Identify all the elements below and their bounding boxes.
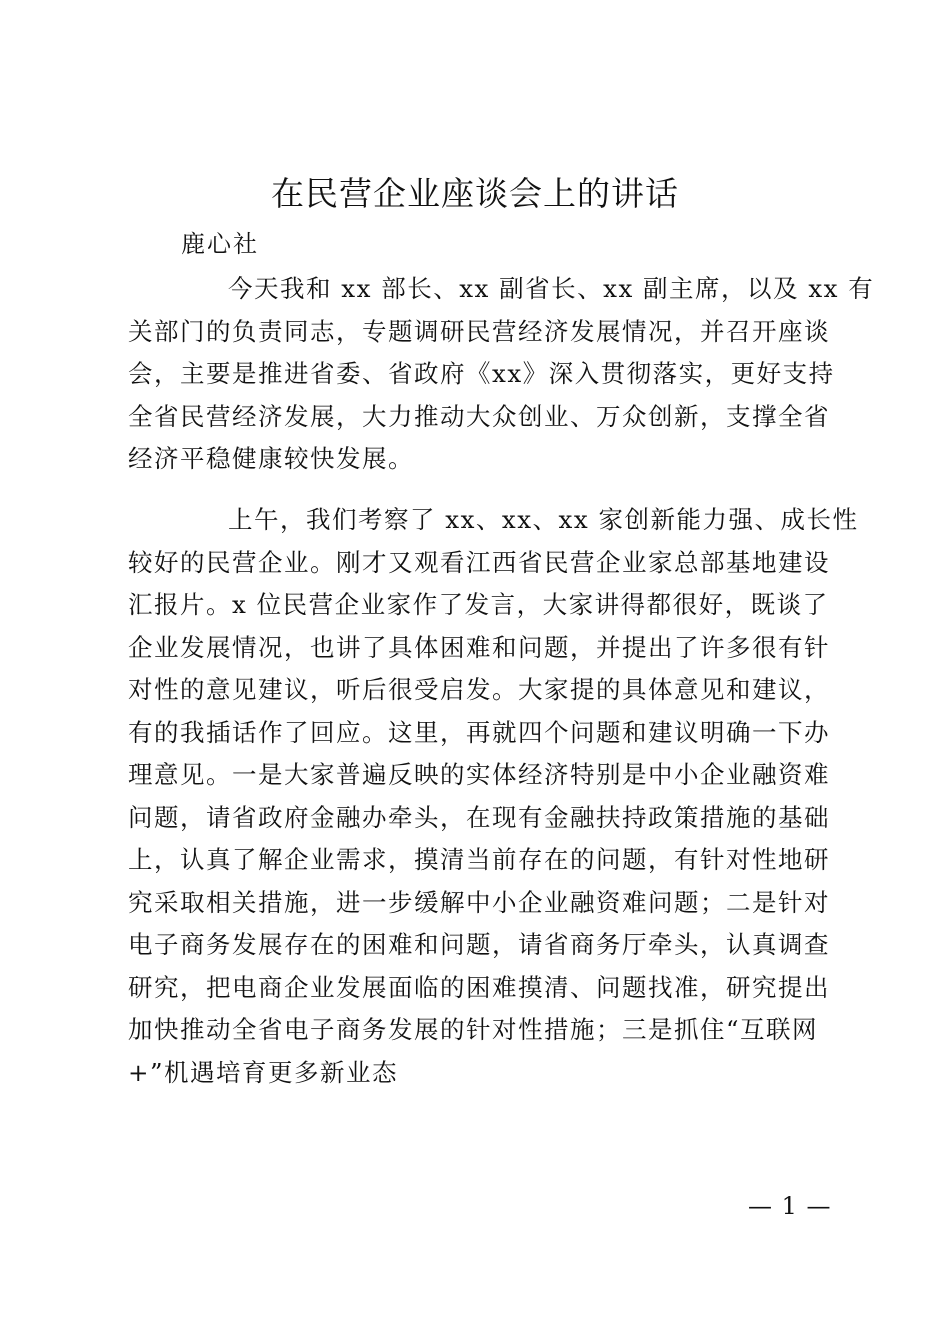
paragraph-line: 全省民营经济发展，大力推动大众创业、万众创新，支撑全省 xyxy=(128,401,830,431)
paragraph-line: 企业发展情况，也讲了具体困难和问题，并提出了许多很有针 xyxy=(128,632,830,662)
paragraph-line: 上，认真了解企业需求，摸清当前存在的问题，有针对性地研 xyxy=(128,845,830,874)
paragraph-line: 问题，请省政府金融办牵头，在现有金融扶持政策措施的基础 xyxy=(128,802,830,832)
document-title: 在民营企业座谈会上的讲话 xyxy=(271,174,679,213)
paragraph-line: 有的我插话作了回应。这里，再就四个问题和建议明确一下办 xyxy=(128,717,830,747)
paragraph-2 xyxy=(128,499,859,1094)
paragraph-line: 较好的民营企业。刚才又观看江西省民营企业家总部基地建设 xyxy=(128,547,830,577)
paragraph-line: 研究，把电商企业发展面临的困难摸清、问题找准，研究提出 xyxy=(128,972,830,1002)
paragraph-line: 今天我和 xx 部长、xx 副省长、xx 副主席，以及 xx 有 xyxy=(228,274,875,303)
paragraph-line: 电子商务发展存在的困难和问题，请省商务厅牵头，认真调查 xyxy=(128,930,830,959)
paragraph-line: 会，主要是推进省委、省政府《xx》深入贯彻落实，更好支持 xyxy=(128,359,835,388)
paragraph-line: 究采取相关措施，进一步缓解中小企业融资难问题；二是针对 xyxy=(128,887,830,917)
paragraph-line: 经济平稳健康较快发展。 xyxy=(128,444,414,473)
paragraph-line: 加快推动全省电子商务发展的针对性措施；三是抓住“互联网 xyxy=(128,1015,819,1044)
paragraph-line: 汇报片。x 位民营企业家作了发言，大家讲得都很好，既谈了 xyxy=(128,590,829,619)
paragraph-line: 理意见。一是大家普遍反映的实体经济特别是中小企业融资难 xyxy=(128,760,830,789)
paragraph-line: 对性的意见建议，听后很受启发。大家提的具体意见和建议， xyxy=(128,675,830,704)
paragraph-line: 上午，我们考察了 xx、xx、xx 家创新能力强、成长性 xyxy=(228,505,859,534)
paragraph-1 xyxy=(128,268,875,481)
paragraph-line: 关部门的负责同志，专题调研民营经济发展情况，并召开座谈 xyxy=(128,316,830,346)
author-name: 鹿心社 xyxy=(181,230,259,258)
page-number: — 1 — xyxy=(748,1192,832,1220)
paragraph-line: +”机遇培育更多新业态 xyxy=(128,1057,399,1087)
